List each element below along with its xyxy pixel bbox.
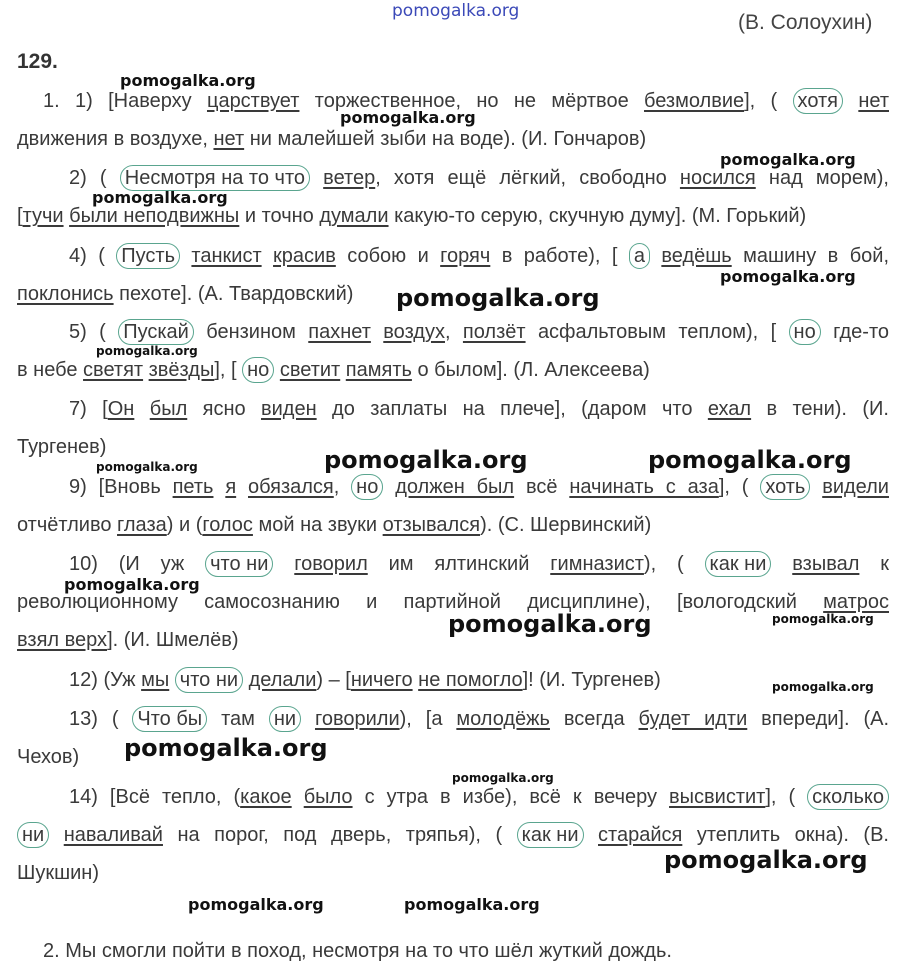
watermark: pomogalka.org xyxy=(64,575,200,594)
conjunction-circle: что ни xyxy=(175,667,243,693)
conjunction-circle: Несмотря на то что xyxy=(120,165,310,191)
watermark: pomogalka.org xyxy=(96,344,198,358)
sentence-1-line-1: 1. 1) [Наверху царствует торжественное, но не мёртвое безмолвие], ( хотя нет xyxy=(43,90,889,112)
sentence-5-line-1: 5) ( Пускай бензином пахнет воздух, ползёт асфальтовым теплом), [ но где-то xyxy=(69,321,890,343)
sentence-14-line-3: Шукшин) xyxy=(17,862,100,884)
sentence-13-line-2: Чехов) xyxy=(17,746,80,768)
sentence-10-line-1: 10) (И уж что ни говорил им ялтинский гимназист), ( как ни взывал к xyxy=(69,553,890,575)
watermark: pomogalka.org xyxy=(720,150,856,169)
watermark: pomogalka.org xyxy=(96,460,198,474)
conjunction-circle: ни xyxy=(17,822,49,848)
conjunction-circle: ни xyxy=(269,706,301,732)
sentence-7-line-2: Тургенев) xyxy=(17,436,107,458)
watermark: pomogalka.org xyxy=(772,680,874,694)
watermark: pomogalka.org xyxy=(340,108,476,127)
sentence-13-line-1: 13) ( Что бы там ни говорили), [а молодёжь всегда будет идти впереди]. (А. xyxy=(69,708,889,730)
conjunction-circle: но xyxy=(351,474,383,500)
watermark: pomogalka.org xyxy=(452,771,554,785)
conjunction-circle: как ни xyxy=(705,551,772,577)
conjunction-circle: Пускай xyxy=(118,319,194,345)
sentence-2-line-2: [тучи были неподвижны и точно думали какую-то серую, скучную думу]. (М. Горький) xyxy=(17,205,807,227)
exercise-number: 129. xyxy=(17,50,58,73)
sentence-7-line-1: 7) [Он был ясно виден до заплаты на плече], (даром что ехал в тени). (И. xyxy=(69,398,889,420)
header-author: (В. Солоухин) xyxy=(738,11,873,34)
sentence-10-line-2: революционному самосознанию и партийной дисциплине), [вологодский матрос xyxy=(17,591,889,613)
conjunction-circle: хотя xyxy=(793,88,843,114)
conjunction-circle: что ни xyxy=(205,551,273,577)
watermark: pomogalka.org xyxy=(124,734,328,762)
watermark: pomogalka.org xyxy=(188,895,324,914)
conjunction-circle: сколько xyxy=(807,784,889,810)
conjunction-circle: Пусть xyxy=(116,243,180,269)
watermark: pomogalka.org xyxy=(720,267,856,286)
sentence-10-line-3: взял верх]. (И. Шмелёв) xyxy=(17,629,239,651)
sentence-9-line-1: 9) [Вновь петь я обязался, но должен был всё начинать с аза], ( хоть видели xyxy=(69,476,889,498)
watermark: pomogalka.org xyxy=(664,846,868,874)
task-2-text: 2. Мы смогли пойти в поход, несмотря на то что шёл жуткий дождь. xyxy=(43,940,672,962)
sentence-5-line-2: в небе светят звёзды], [ но светит память о былом]. (Л. Алексеева) xyxy=(17,359,650,381)
sentence-1-line-2: движения в воздухе, нет ни малейшей зыби на воде). (И. Гончаров) xyxy=(17,128,647,150)
sentence-4-line-2: поклонись пехоте]. (А. Твардовский) xyxy=(17,283,354,305)
sentence-9-line-2: отчётливо глаза) и (голос мой на звуки отзывался). (С. Шервинский) xyxy=(17,514,652,536)
conjunction-circle: как ни xyxy=(517,822,584,848)
sentence-12-line-1: 12) (Уж мы что ни делали) – [ничего не помогло]! (И. Тургенев) xyxy=(69,669,661,691)
watermark: pomogalka.org xyxy=(648,446,852,474)
watermark: pomogalka.org xyxy=(120,71,256,90)
sentence-14-line-1: 14) [Всё тепло, (какое было с утра в избе), всё к вечеру высвистит], ( сколько xyxy=(17,782,889,812)
sentence-4-line-1: 4) ( Пусть танкист красив собою и горяч в работе), [ а ведёшь машину в бой, xyxy=(69,245,890,267)
watermark: pomogalka.org xyxy=(392,1,520,21)
watermark: pomogalka.org xyxy=(772,612,874,626)
watermark: pomogalka.org xyxy=(324,446,528,474)
conjunction-circle: Что бы xyxy=(132,706,207,732)
conjunction-circle: но xyxy=(789,319,821,345)
conjunction-circle: а xyxy=(629,243,650,269)
conjunction-circle: хоть xyxy=(760,474,810,500)
watermark: pomogalka.org xyxy=(396,284,600,312)
watermark: pomogalka.org xyxy=(92,188,228,207)
sentence-14-line-2: ни наваливай на порог, под дверь, тряпья), ( как ни старайся утеплить окна). (В. xyxy=(17,820,889,850)
watermark: pomogalka.org xyxy=(404,895,540,914)
conjunction-circle: но xyxy=(242,357,274,383)
sentence-2-line-1: 2) ( Несмотря на то что ветер, хотя ещё лёгкий, свободно носился над морем), xyxy=(69,167,889,189)
watermark: pomogalka.org xyxy=(448,610,652,638)
